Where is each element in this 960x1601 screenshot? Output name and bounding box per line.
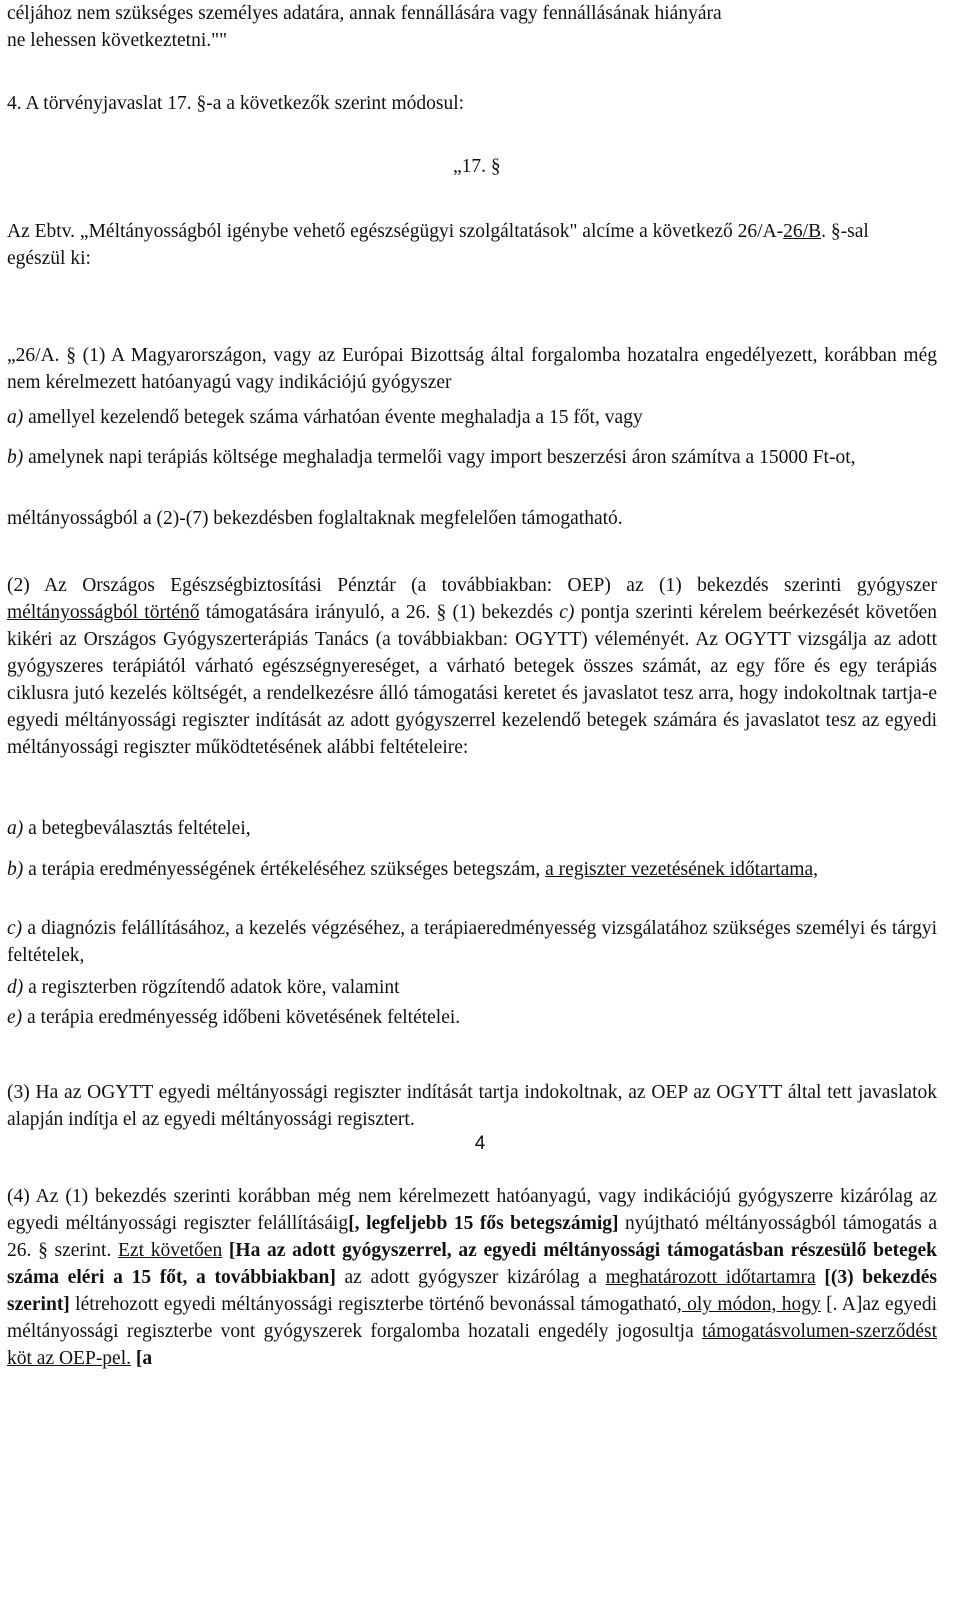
p4-underlined-3: , oly módon, hogy [676,1294,821,1315]
list-label: a) [7,407,24,428]
list-item-b [7,856,937,883]
list-label: b) [7,447,24,468]
p4-text-2: nyújtható méltányosságból támogatás a 26. § szerint. [7,1213,937,1261]
p4-bold-2: [Ha az adott gyógyszerrel, az egyedi méltányossági támogatásban részesülő betegek száma eléri a 15 főt, a továbbiakban] [7,1240,938,1288]
list-label: e) [7,1007,23,1028]
p4-text-3 [222,1240,229,1261]
item-4-heading: 4. A törvényjavaslat 17. §-a a következők szerint módosul: [7,93,465,114]
intro-line-1: céljához nem szükséges személyes adatára, annak fennállására vagy fennállásának hiányára [7,3,722,24]
section-label: „17. § [453,156,501,177]
paragraph-3: (3) Ha az OGYTT egyedi méltányossági regiszter indítását tartja indokoltnak, az OEP az OGYTT által tett javaslatok alapján indítja el az egyedi méltányossági regisztert. [7,1082,937,1130]
p4-text-1: (4) Az (1) bekezdés szerinti korábban még nem kérelmezett hatóanyagú, vagy indikációjú gyógyszerre kizárólag az egyedi méltányossági regiszter felállításáig [7,1186,937,1234]
ebtv-text-underlined: 26/B [783,221,822,242]
intro-line-2: ne lehessen következtetni."" [7,30,228,51]
list-item-c [7,915,937,969]
p4-text-7: [. A]az egyedi méltányossági regiszterbe vont gyógyszerek forgalomba hozatali engedély jogosultja [7,1294,937,1342]
p4-underlined-4: támogatásvolumen-szerződést köt az OEP-pel. [7,1321,937,1369]
list-text: a diagnózis felállításához, a kezelés végzéséhez, a terápiaeredményesség vizsgálatához szükséges személyi és tárgyi feltételek, [7,918,937,966]
list-item-26a-a [7,404,937,431]
p4-text-6: létrehozott egyedi méltányossági regiszterbe történő bevonással támogatható [69,1294,677,1315]
list-label: d) [7,977,24,998]
list-item-e [7,1004,937,1031]
ebtv-text-b: . §-sal egészül ki: [7,221,869,269]
list-label: c) [7,918,23,939]
ebtv-text-a: Az Ebtv. „Méltányosságból igénybe vehető egészségügyi szolgáltatások" alcíme a következő 26/A- [7,221,784,242]
p4-bold-3: [(3) bekezdés szerint] [7,1267,937,1315]
list-item-a [7,815,937,842]
p4-bold-4: [a [135,1348,153,1369]
list-text: a regiszterben rögzítendő adatok köre, valamint [23,977,400,998]
p4-underlined-2: meghatározott időtartamra [605,1267,816,1288]
list-item-d [7,974,937,1001]
page-number: 4 [474,1133,486,1154]
list-text: a betegbeválasztás feltételei, [23,818,251,839]
list-text: a terápia eredményességének értékeléséhez szükséges betegszám, [23,859,546,880]
p2-text-2: támogatására irányuló, a 26. § (1) bekezdés [199,602,560,623]
p4-underlined-1: Ezt követően [118,1240,223,1261]
list-item-26a-b [7,444,937,471]
list-label: b) [7,859,24,880]
paragraph-26a-1: „26/A. § (1) A Magyarországon, vagy az Európai Bizottság által forgalomba hozatalra engedélyezett, korábban még nem kérelmezett hatóanyagú vagy indikációjú gyógyszer [7,345,937,393]
list-text: amellyel kezelendő betegek száma várhatóan évente meghaladja a 15 főt, vagy [23,407,643,428]
paragraph-2 [7,572,937,761]
paragraph-4 [7,1183,937,1372]
p2-text-1: (2) Az Országos Egészségbiztosítási Pénztár (a továbbiakban: OEP) az (1) bekezdés szerinti gyógyszer [7,575,937,596]
p2-italic-1: c) [559,602,575,623]
p2-underlined-1: méltányosságból történő [7,602,200,623]
p2-text-3: pontja szerinti kérelem beérkezését követően kikéri az Országos Gyógyszerterápiás Tanács (a továbbiakban: OGYTT) véleményét. Az OGYTT vizsgálja az adott gyógyszeres terápiától várható egészségnyereséget, a várható betegek összes számát, az egy főre és egy terápiás ciklusra jutó kezelés költségét, a rendelkezésre álló támogatási keretet és javaslatot tesz arra, hogy indokoltnak tartja-e egyedi méltányossági regiszter indítását az adott gyógyszerrel kezelendő betegek számára és javaslatot tesz az egyedi méltányossági regiszter működtetésének alábbi feltételeire: [7,602,937,758]
list-underlined: a regiszter vezetésének időtartama, [545,859,819,880]
p4-text-4: az adott gyógyszer kizárólag a [335,1267,606,1288]
ebtv-amendment-intro [7,218,932,272]
list-label: a) [7,818,24,839]
list-text: amelynek napi terápiás költsége meghaladja termelői vagy import beszerzési áron számítva a 15000 Ft-ot, [23,447,856,468]
list-text: a terápia eredményesség időbeni követésének feltételei. [22,1007,461,1028]
p4-bold-1: [, legfeljebb 15 fős betegszámig] [348,1213,619,1234]
intro-paragraph [7,0,937,54]
paragraph-26a-final: méltányosságból a (2)-(7) bekezdésben foglaltaknak megfelelően támogatható. [7,508,623,529]
